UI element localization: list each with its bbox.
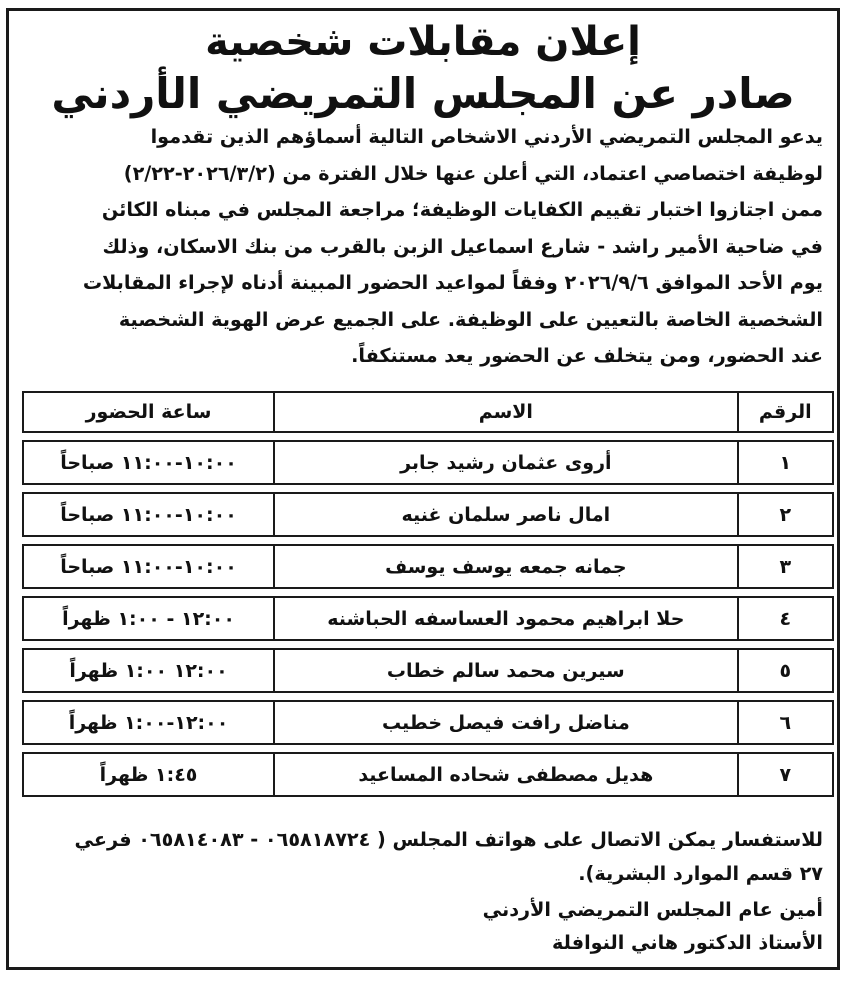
- header-name: الاسم: [273, 391, 737, 433]
- body-line: يوم الأحد الموافق ٢٠٢٦/٩/٦ وفقاً لمواعيد الحضور المبينة أدناه لإجراء المقابلات: [82, 271, 823, 294]
- body-line: لوظيفة اختصاصي اعتماد، التي أعلن عنها خلال الفترة من (٢٠٢٦/٣/٢-٢/٢٢): [123, 161, 823, 185]
- row-number: ٣: [737, 544, 834, 589]
- body-line: ممن اجتازوا اختبار تقييم الكفايات الوظيفة؛ مراجعة المجلس في مبناه الكائن: [101, 198, 823, 221]
- table-row: [22, 440, 834, 485]
- contact-line: للاستفسار يمكن الاتصال على هواتف المجلس ( ٠٦٥٨١٨٧٢٤ - ٠٦٥٨١٤٠٨٣ فرعي: [74, 828, 823, 851]
- table-row: [22, 596, 834, 641]
- row-name: أروى عثمان رشيد جابر: [273, 440, 737, 485]
- row-name: امال ناصر سلمان غنيه: [273, 492, 737, 537]
- attendance-table: [22, 384, 834, 804]
- row-number: ٦: [737, 700, 834, 745]
- table-row: [22, 492, 834, 537]
- announcement-frame: [6, 8, 840, 970]
- row-name: جمانه جمعه يوسف يوسف: [273, 544, 737, 589]
- body-line: الشخصية الخاصة بالتعيين على الوظيفة. على الجميع عرض الهوية الشخصية: [118, 307, 823, 331]
- signature-name: الأستاذ الدكتور هاني النوافلة: [552, 931, 823, 954]
- announcement-subtitle: صادر عن المجلس التمريضي الأردني: [51, 69, 795, 118]
- row-number: ٧: [737, 752, 834, 797]
- table-row: [22, 648, 834, 693]
- row-time: ١٠:٠٠-١١:٠٠ صباحاً: [22, 440, 273, 485]
- row-number: ٢: [737, 492, 834, 537]
- body-line: في ضاحية الأمير راشد - شارع اسماعيل الزبن بالقرب من بنك الاسكان، وذلك: [102, 234, 823, 258]
- contact-info: [19, 823, 823, 891]
- row-number: ١: [737, 440, 834, 485]
- row-time: ١٢:٠٠ ١:٠٠ ظهراً: [22, 648, 273, 693]
- announcement-body: [9, 119, 837, 375]
- signature-block: [483, 893, 823, 959]
- row-name: مناضل رافت فيصل خطيب: [273, 700, 737, 745]
- row-time: ١٢:٠٠ - ١:٠٠ ظهراً: [22, 596, 273, 641]
- row-name: حلا ابراهيم محمود العساسفه الحباشنه: [273, 596, 737, 641]
- row-time: ١:٤٥ ظهراً: [22, 752, 273, 797]
- contact-line: ٢٧ قسم الموارد البشرية).: [578, 862, 823, 885]
- row-number: ٥: [737, 648, 834, 693]
- row-name: هديل مصطفى شحاده المساعيد: [273, 752, 737, 797]
- row-time: ١٠:٠٠-١١:٠٠ صباحاً: [22, 492, 273, 537]
- row-time: ١٠:٠٠-١١:٠٠ صباحاً: [22, 544, 273, 589]
- row-name: سيرين محمد سالم خطاب: [273, 648, 737, 693]
- header-time: ساعة الحضور: [22, 391, 273, 433]
- signature-title: أمين عام المجلس التمريضي الأردني: [482, 898, 823, 921]
- body-line: عند الحضور، ومن يتخلف عن الحضور يعد مستنكفاً.: [351, 344, 823, 367]
- table-row: [22, 752, 834, 797]
- table-row: [22, 544, 834, 589]
- table-header-row: [22, 391, 834, 433]
- row-time: ١٢:٠٠-١:٠٠ ظهراً: [22, 700, 273, 745]
- row-number: ٤: [737, 596, 834, 641]
- announcement-title: إعلان مقابلات شخصية: [205, 19, 641, 65]
- header-number: الرقم: [737, 391, 834, 433]
- body-line: يدعو المجلس التمريضي الأردني الاشخاص التالية أسماؤهم الذين تقدموا: [150, 125, 823, 148]
- table-row: [22, 700, 834, 745]
